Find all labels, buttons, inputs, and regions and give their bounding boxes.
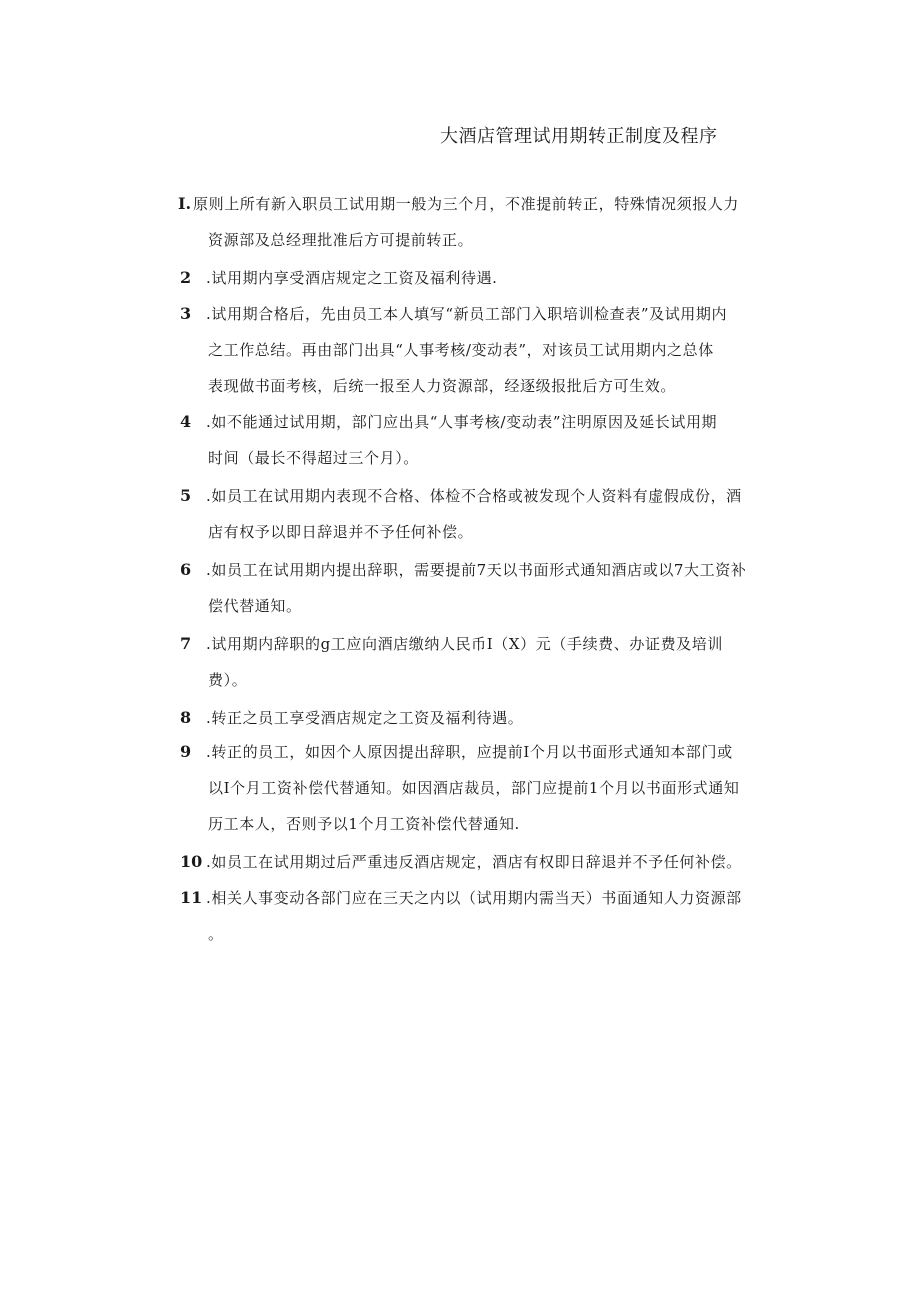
item-number: 6: [180, 560, 192, 579]
item-text-line: 偿代替通知。: [208, 597, 302, 615]
item-number: 5: [180, 486, 192, 505]
item-text-line: 历工本人，否则予以1个月工资补偿代替通知.: [208, 815, 520, 833]
item-number: I.: [178, 194, 192, 213]
item-text-line: .相关人事变动各部门应在三天之内以（试用期内需当天）书面通知人力资源部: [206, 889, 742, 907]
item-number: 3: [180, 304, 192, 323]
document-title: 大酒店管理试用期转正制度及程序: [440, 126, 718, 147]
item-text-line: .试用期内享受酒店规定之工资及福利待遇.: [206, 269, 498, 287]
item-number: 11: [180, 888, 203, 907]
item-text-line: 以I个月工资补偿代替通知。如因酒店裁员，部门应提前1个月以书面形式通知: [208, 779, 740, 797]
item-text-line: .转正的员工，如因个人原因提出辞职，应提前I个月以书面形式通知本部门或: [206, 743, 733, 761]
item-number: 2: [180, 268, 192, 287]
item-text-line: .转正之员工享受酒店规定之工资及福利待遇。: [206, 709, 524, 727]
item-text-line: 表现做书面考核，后统一报至人力资源部，经逐级报批后方可生效。: [208, 377, 677, 395]
item-text-line: .如员工在试用期过后严重违反酒店规定，酒店有权即日辞退并不予任何补偿。: [206, 853, 742, 871]
item-text-line: 时间（最长不得超过三个月）。: [208, 449, 419, 467]
item-text-line: .试用期内辞职的g工应向酒店缴纳人民币I（X）元（手续费、办证费及培训: [206, 635, 723, 653]
item-text-line: .如员工在试用期内提出辞职，需要提前7天以书面形式通知酒店或以7大工资补: [206, 561, 747, 579]
item-text-line: .如员工在试用期内表现不合格、体检不合格或被发现个人资料有虚假成份，酒: [206, 487, 742, 505]
item-number: 8: [180, 708, 192, 727]
item-text-line: 费）。: [208, 671, 248, 689]
item-text-line: .试用期合格后，先由员工本人填写“新员工部门入职培训检查表”及试用期内: [206, 305, 728, 323]
item-number: 9: [180, 742, 192, 761]
item-number: 7: [180, 634, 192, 653]
item-text-line: 店有权予以即日辞退并不予任何补偿。: [208, 523, 474, 541]
item-text-line: 原则上所有新入职员工试用期一般为三个月，不准提前转正，特殊情况须报人力: [193, 195, 740, 213]
item-text-line: 。: [208, 925, 224, 943]
item-text-line: .如不能通过试用期，部门应出具“人事考核/变动表”注明原因及延长试用期: [206, 413, 718, 431]
item-text-line: 资源部及总经理批准后方可提前转正。: [208, 231, 474, 249]
item-number: 10: [180, 852, 203, 871]
item-number: 4: [180, 412, 192, 431]
item-text-line: 之工作总结。再由部门出具“人事考核/变动表”，对该员工试用期内之总体: [208, 341, 714, 359]
